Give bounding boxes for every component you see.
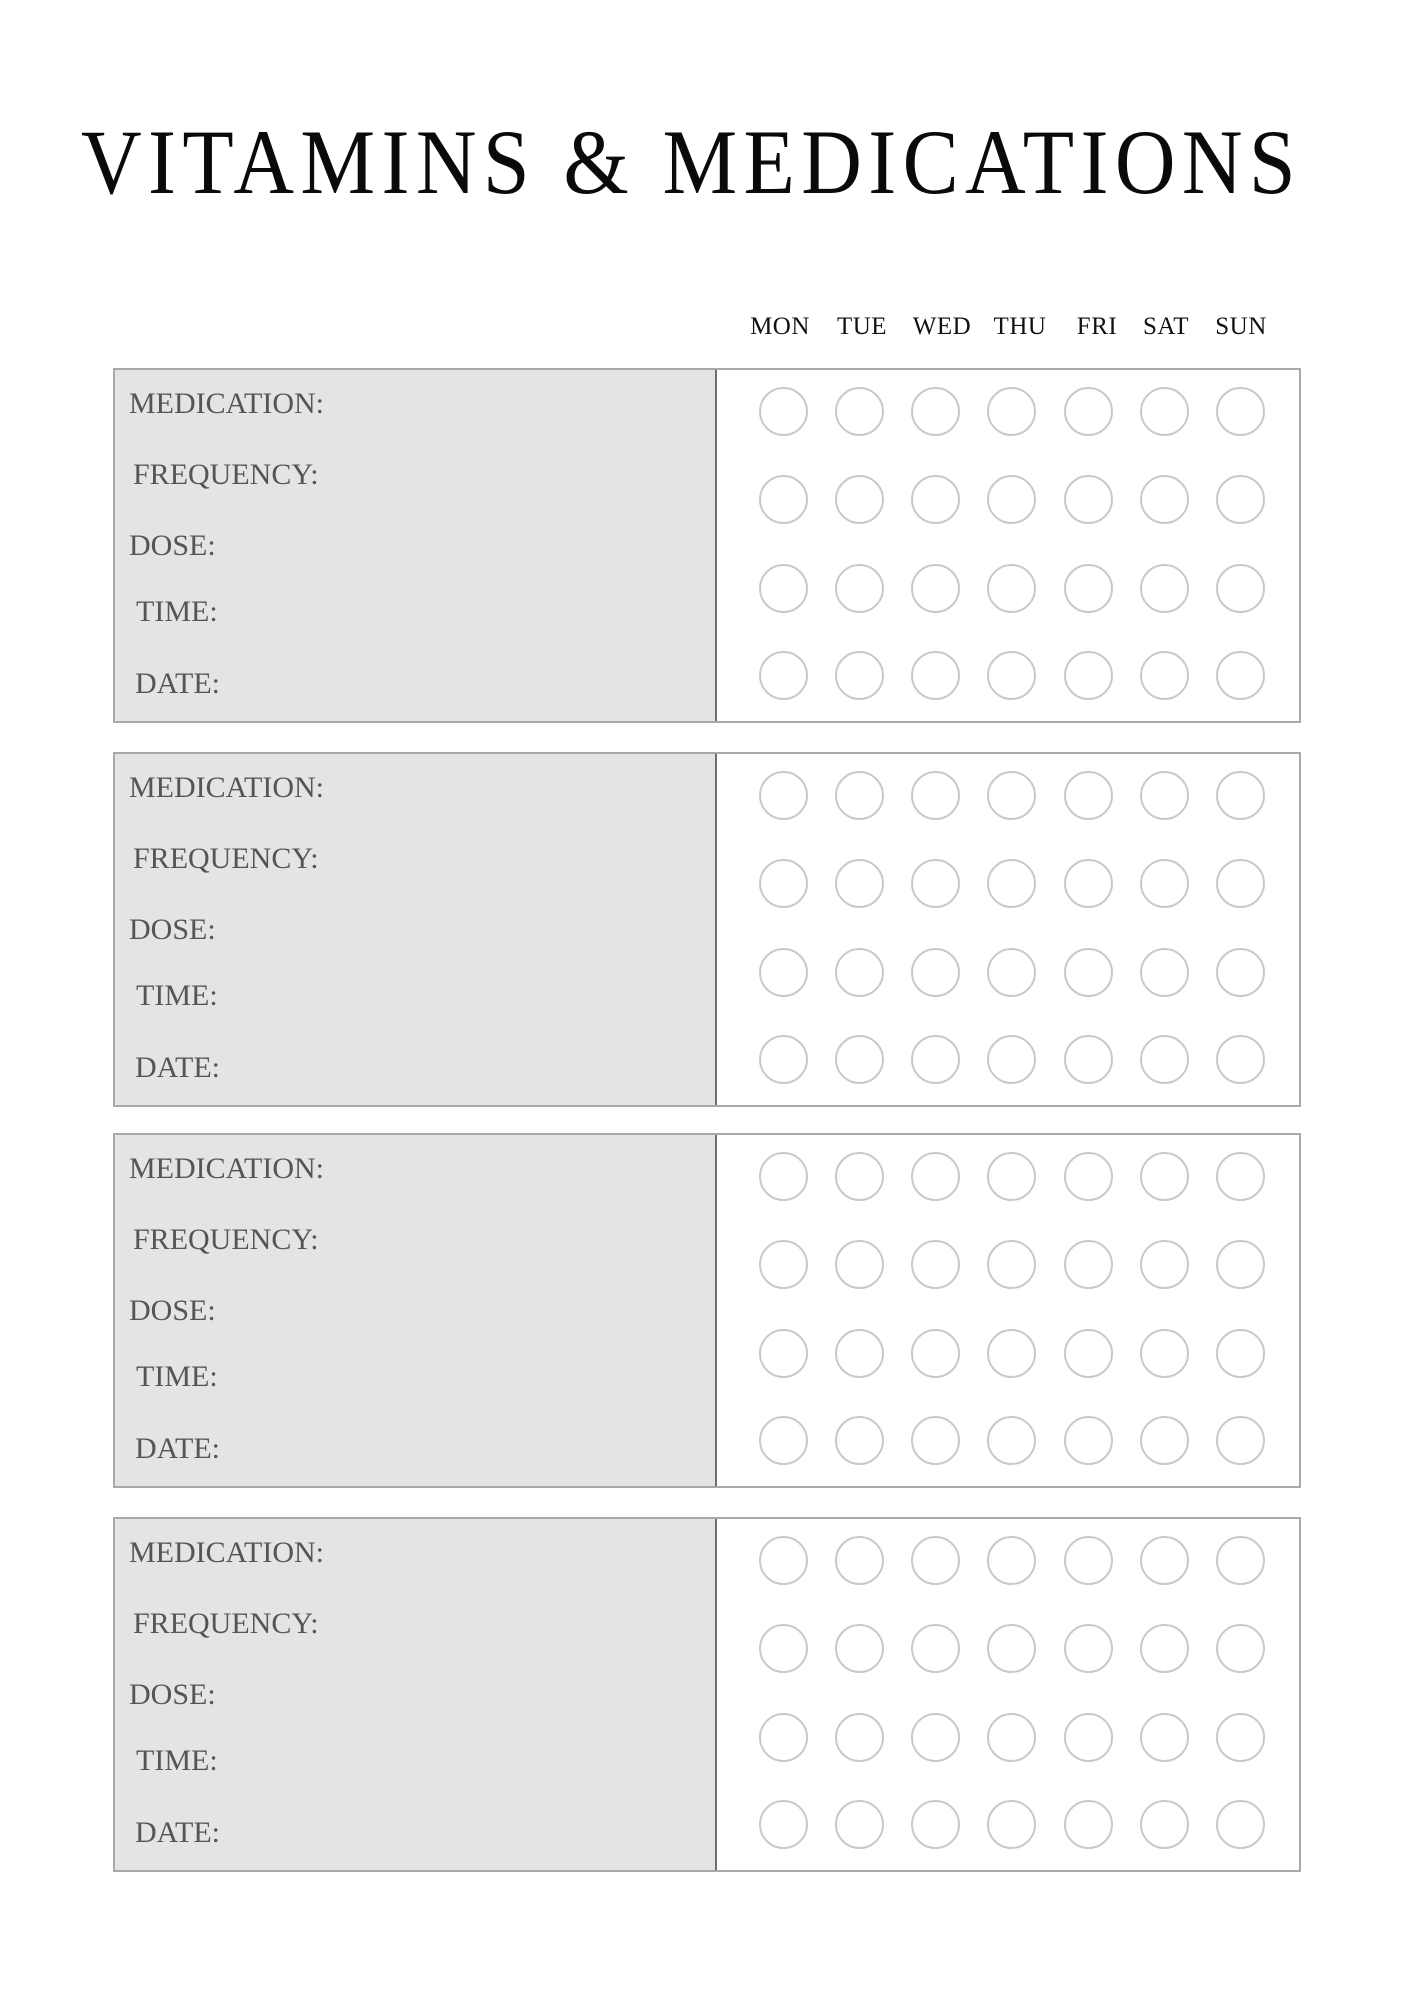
checkbox-circle-tue-row-2[interactable] [835, 475, 884, 524]
checkbox-circle-mon-row-1[interactable] [759, 387, 808, 436]
time-field[interactable]: TIME: [136, 1744, 218, 1777]
checkbox-circle-tue-row-3[interactable] [835, 1329, 884, 1378]
checkbox-circle-sat-row-4[interactable] [1140, 651, 1189, 700]
checkbox-circle-tue-row-4[interactable] [835, 1416, 884, 1465]
checkbox-circle-fri-row-3[interactable] [1064, 564, 1113, 613]
weekly-tracker [719, 1135, 1299, 1486]
checkbox-circle-sun-row-3[interactable] [1216, 1713, 1265, 1762]
checkbox-circle-tue-row-3[interactable] [835, 948, 884, 997]
checkbox-circle-tue-row-4[interactable] [835, 1035, 884, 1084]
checkbox-circle-sun-row-2[interactable] [1216, 1624, 1265, 1673]
checkbox-circle-sat-row-2[interactable] [1140, 1240, 1189, 1289]
day-label-sat: SAT [1143, 313, 1189, 340]
checkbox-circle-sun-row-3[interactable] [1216, 948, 1265, 997]
frequency-field[interactable]: FREQUENCY: [133, 1223, 319, 1256]
checkbox-circle-thu-row-2[interactable] [987, 1240, 1036, 1289]
checkbox-circle-wed-row-1[interactable] [911, 1152, 960, 1201]
checkbox-circle-sat-row-1[interactable] [1140, 1152, 1189, 1201]
dose-field[interactable]: DOSE: [129, 1294, 216, 1327]
checkbox-circle-wed-row-2[interactable] [911, 1240, 960, 1289]
checkbox-circle-tue-row-1[interactable] [835, 1536, 884, 1585]
dose-field[interactable]: DOSE: [129, 1678, 216, 1711]
checkbox-circle-wed-row-4[interactable] [911, 1416, 960, 1465]
weekly-tracker [719, 754, 1299, 1105]
date-field[interactable]: DATE: [135, 1051, 220, 1084]
medication-block-2 [113, 752, 1301, 1107]
checkbox-circle-fri-row-1[interactable] [1064, 771, 1113, 820]
frequency-field[interactable]: FREQUENCY: [133, 1607, 319, 1640]
medication-field[interactable]: MEDICATION: [129, 1152, 324, 1185]
checkbox-circle-sun-row-3[interactable] [1216, 1329, 1265, 1378]
checkbox-circle-sat-row-2[interactable] [1140, 859, 1189, 908]
checkbox-circle-mon-row-2[interactable] [759, 1624, 808, 1673]
medication-block-1 [113, 368, 1301, 723]
checkbox-circle-mon-row-3[interactable] [759, 948, 808, 997]
checkbox-circle-fri-row-1[interactable] [1064, 1152, 1113, 1201]
checkbox-circle-tue-row-1[interactable] [835, 1152, 884, 1201]
checkbox-circle-wed-row-1[interactable] [911, 771, 960, 820]
day-label-wed: WED [912, 313, 972, 340]
checkbox-circle-tue-row-1[interactable] [835, 771, 884, 820]
medication-block-4 [113, 1517, 1301, 1872]
medication-info-panel [115, 1135, 717, 1486]
checkbox-circle-tue-row-3[interactable] [835, 1713, 884, 1762]
checkbox-circle-mon-row-4[interactable] [759, 1416, 808, 1465]
checkbox-circle-sat-row-4[interactable] [1140, 1800, 1189, 1849]
checkbox-circle-thu-row-4[interactable] [987, 1035, 1036, 1084]
checkbox-circle-sun-row-3[interactable] [1216, 564, 1265, 613]
checkbox-circle-fri-row-2[interactable] [1064, 1624, 1113, 1673]
checkbox-circle-mon-row-1[interactable] [759, 1152, 808, 1201]
checkbox-circle-mon-row-3[interactable] [759, 1713, 808, 1762]
date-field[interactable]: DATE: [135, 1432, 220, 1465]
checkbox-circle-sat-row-3[interactable] [1140, 564, 1189, 613]
checkbox-circle-thu-row-3[interactable] [987, 1329, 1036, 1378]
checkbox-circle-sun-row-4[interactable] [1216, 651, 1265, 700]
checkbox-circle-sun-row-4[interactable] [1216, 1416, 1265, 1465]
time-field[interactable]: TIME: [136, 595, 218, 628]
checkbox-circle-wed-row-4[interactable] [911, 651, 960, 700]
date-field[interactable]: DATE: [135, 667, 220, 700]
checkbox-circle-thu-row-1[interactable] [987, 1152, 1036, 1201]
checkbox-circle-wed-row-3[interactable] [911, 564, 960, 613]
checkbox-circle-mon-row-3[interactable] [759, 564, 808, 613]
medication-field[interactable]: MEDICATION: [129, 771, 324, 804]
day-label-fri: FRI [1076, 313, 1118, 340]
checkbox-circle-sat-row-1[interactable] [1140, 1536, 1189, 1585]
checkbox-circle-sat-row-4[interactable] [1140, 1416, 1189, 1465]
checkbox-circle-fri-row-3[interactable] [1064, 1713, 1113, 1762]
checkbox-circle-sat-row-2[interactable] [1140, 475, 1189, 524]
checkbox-circle-fri-row-4[interactable] [1064, 1416, 1113, 1465]
checkbox-circle-wed-row-2[interactable] [911, 1624, 960, 1673]
checkbox-circle-thu-row-4[interactable] [987, 1800, 1036, 1849]
checkbox-circle-mon-row-4[interactable] [759, 1800, 808, 1849]
frequency-field[interactable]: FREQUENCY: [133, 458, 319, 491]
time-field[interactable]: TIME: [136, 1360, 218, 1393]
checkbox-circle-fri-row-3[interactable] [1064, 948, 1113, 997]
weekly-tracker [719, 1519, 1299, 1870]
checkbox-circle-thu-row-3[interactable] [987, 1713, 1036, 1762]
checkbox-circle-sat-row-1[interactable] [1140, 387, 1189, 436]
checkbox-circle-fri-row-4[interactable] [1064, 1800, 1113, 1849]
checkbox-circle-sun-row-4[interactable] [1216, 1800, 1265, 1849]
checkbox-circle-sun-row-2[interactable] [1216, 859, 1265, 908]
checkbox-circle-wed-row-2[interactable] [911, 859, 960, 908]
checkbox-circle-sun-row-4[interactable] [1216, 1035, 1265, 1084]
checkbox-circle-thu-row-1[interactable] [987, 771, 1036, 820]
checkbox-circle-wed-row-3[interactable] [911, 1713, 960, 1762]
medication-field[interactable]: MEDICATION: [129, 387, 324, 420]
checkbox-circle-tue-row-4[interactable] [835, 651, 884, 700]
checkbox-circle-sat-row-4[interactable] [1140, 1035, 1189, 1084]
medication-info-panel [115, 754, 717, 1105]
checkbox-circle-tue-row-2[interactable] [835, 859, 884, 908]
day-label-mon: MON [750, 313, 810, 340]
checkbox-circle-fri-row-2[interactable] [1064, 859, 1113, 908]
checkbox-circle-sat-row-2[interactable] [1140, 1624, 1189, 1673]
frequency-field[interactable]: FREQUENCY: [133, 842, 319, 875]
checkbox-circle-mon-row-2[interactable] [759, 475, 808, 524]
checkbox-circle-thu-row-2[interactable] [987, 475, 1036, 524]
checkbox-circle-sun-row-2[interactable] [1216, 475, 1265, 524]
checkbox-circle-wed-row-1[interactable] [911, 387, 960, 436]
medication-block-3 [113, 1133, 1301, 1488]
day-label-thu: THU [993, 313, 1047, 340]
checkbox-circle-wed-row-3[interactable] [911, 948, 960, 997]
days-header [0, 312, 1414, 346]
medication-info-panel [115, 370, 717, 721]
checkbox-circle-sun-row-2[interactable] [1216, 1240, 1265, 1289]
time-field[interactable]: TIME: [136, 979, 218, 1012]
checkbox-circle-mon-row-2[interactable] [759, 859, 808, 908]
checkbox-circle-mon-row-3[interactable] [759, 1329, 808, 1378]
checkbox-circle-thu-row-1[interactable] [987, 387, 1036, 436]
checkbox-circle-sat-row-3[interactable] [1140, 1329, 1189, 1378]
dose-field[interactable]: DOSE: [129, 529, 216, 562]
checkbox-circle-wed-row-4[interactable] [911, 1035, 960, 1084]
checkbox-circle-wed-row-1[interactable] [911, 1536, 960, 1585]
checkbox-circle-thu-row-3[interactable] [987, 948, 1036, 997]
checkbox-circle-sat-row-3[interactable] [1140, 1713, 1189, 1762]
weekly-tracker [719, 370, 1299, 721]
checkbox-circle-tue-row-4[interactable] [835, 1800, 884, 1849]
dose-field[interactable]: DOSE: [129, 913, 216, 946]
checkbox-circle-fri-row-4[interactable] [1064, 651, 1113, 700]
medication-info-panel [115, 1519, 717, 1870]
checkbox-circle-tue-row-3[interactable] [835, 564, 884, 613]
checkbox-circle-sat-row-1[interactable] [1140, 771, 1189, 820]
checkbox-circle-wed-row-3[interactable] [911, 1329, 960, 1378]
checkbox-circle-thu-row-4[interactable] [987, 651, 1036, 700]
checkbox-circle-fri-row-1[interactable] [1064, 387, 1113, 436]
checkbox-circle-thu-row-2[interactable] [987, 859, 1036, 908]
checkbox-circle-mon-row-4[interactable] [759, 1035, 808, 1084]
checkbox-circle-sat-row-3[interactable] [1140, 948, 1189, 997]
checkbox-circle-thu-row-1[interactable] [987, 1536, 1036, 1585]
checkbox-circle-tue-row-2[interactable] [835, 1624, 884, 1673]
page-title: VITAMINS & MEDICATIONS [81, 111, 1303, 213]
checkbox-circle-thu-row-2[interactable] [987, 1624, 1036, 1673]
checkbox-circle-mon-row-4[interactable] [759, 651, 808, 700]
checkbox-circle-mon-row-1[interactable] [759, 1536, 808, 1585]
date-field[interactable]: DATE: [135, 1816, 220, 1849]
checkbox-circle-fri-row-2[interactable] [1064, 475, 1113, 524]
checkbox-circle-sun-row-1[interactable] [1216, 1536, 1265, 1585]
medication-field[interactable]: MEDICATION: [129, 1536, 324, 1569]
day-label-sun: SUN [1215, 313, 1267, 340]
checkbox-circle-fri-row-1[interactable] [1064, 1536, 1113, 1585]
checkbox-circle-fri-row-3[interactable] [1064, 1329, 1113, 1378]
checkbox-circle-mon-row-2[interactable] [759, 1240, 808, 1289]
checkbox-circle-thu-row-3[interactable] [987, 564, 1036, 613]
checkbox-circle-sun-row-1[interactable] [1216, 1152, 1265, 1201]
checkbox-circle-sun-row-1[interactable] [1216, 387, 1265, 436]
checkbox-circle-sun-row-1[interactable] [1216, 771, 1265, 820]
checkbox-circle-thu-row-4[interactable] [987, 1416, 1036, 1465]
checkbox-circle-tue-row-1[interactable] [835, 387, 884, 436]
checkbox-circle-fri-row-4[interactable] [1064, 1035, 1113, 1084]
checkbox-circle-mon-row-1[interactable] [759, 771, 808, 820]
checkbox-circle-wed-row-4[interactable] [911, 1800, 960, 1849]
checkbox-circle-wed-row-2[interactable] [911, 475, 960, 524]
checkbox-circle-tue-row-2[interactable] [835, 1240, 884, 1289]
checkbox-circle-fri-row-2[interactable] [1064, 1240, 1113, 1289]
day-label-tue: TUE [836, 313, 888, 340]
